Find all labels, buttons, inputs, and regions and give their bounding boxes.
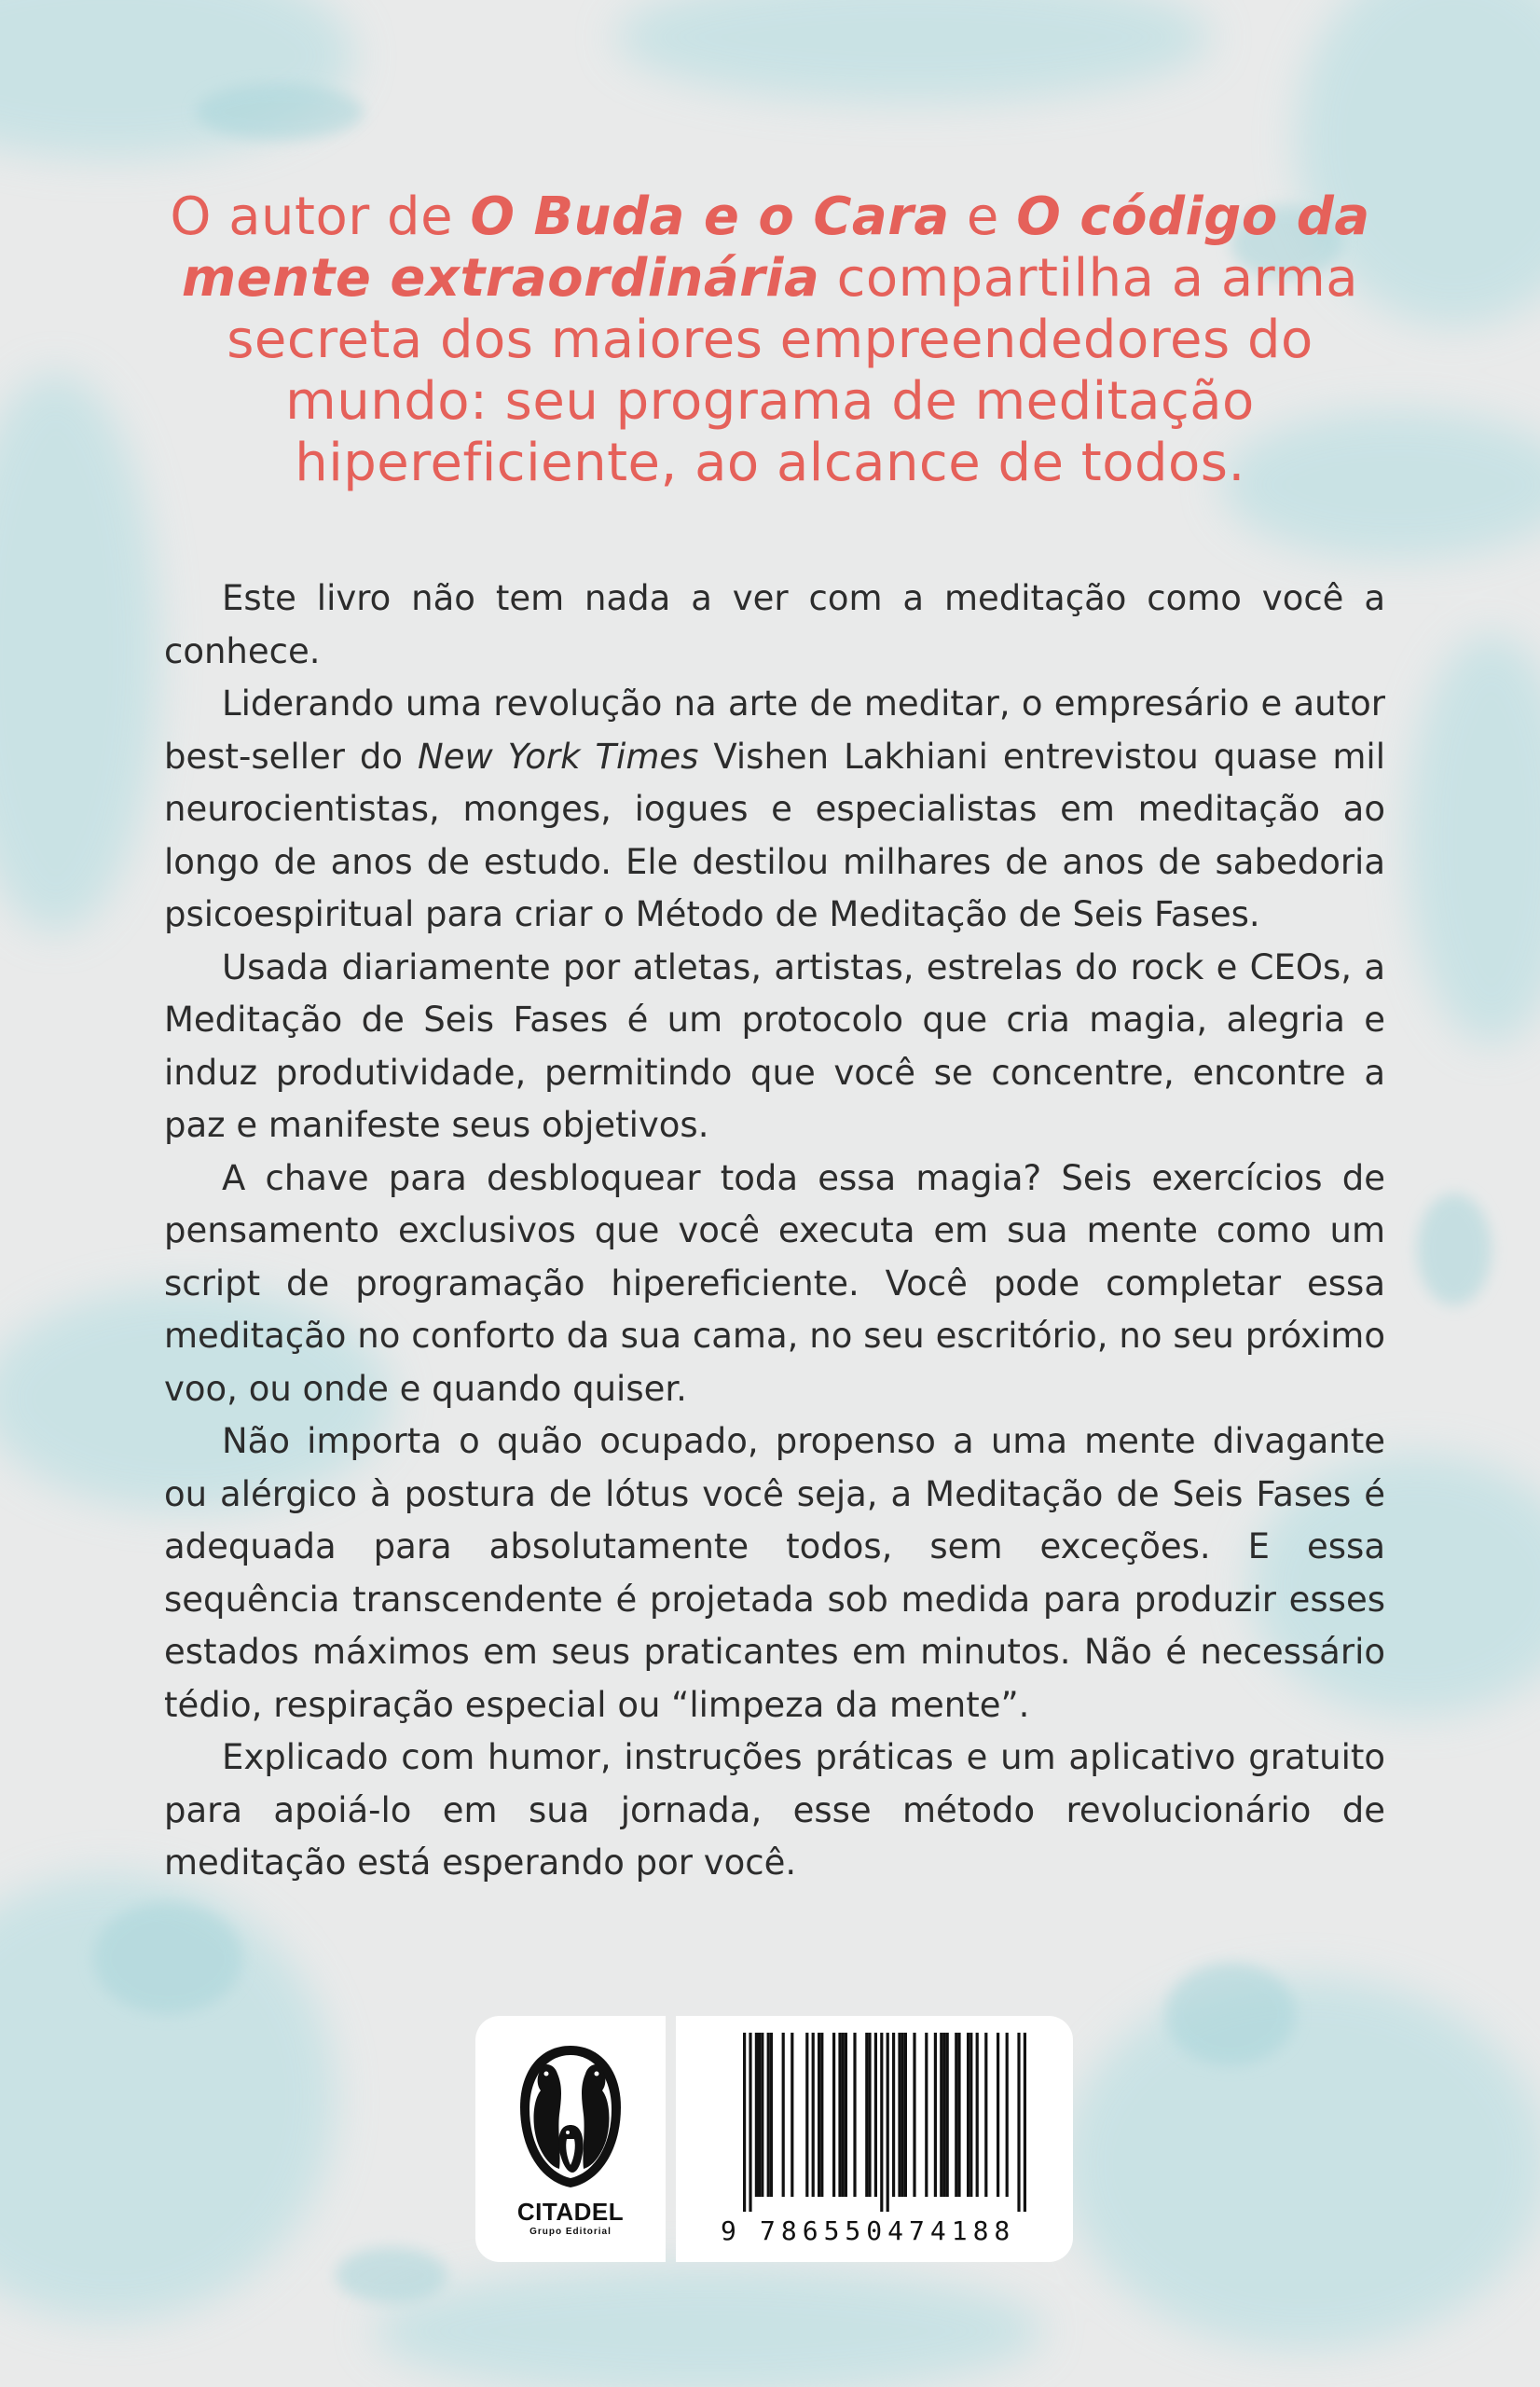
publisher-subtitle: Grupo Editorial: [529, 2227, 612, 2237]
penguin-logo-icon: [515, 2042, 626, 2191]
barcode-bar: [984, 2033, 987, 2197]
barcode-bar: [997, 2033, 999, 2197]
barcode-bar: [934, 2033, 937, 2197]
publisher-name: CITADEL: [516, 2198, 625, 2226]
barcode-bar: [887, 2033, 889, 2212]
synopsis-paragraph-5: Não importa o quão ocupado, propenso a uma mente divagante ou alérgico à postura de lótus você seja, a Meditação de Seis Fases é adequada para absolutamente todos, sem exceções. E essa sequência transcendente é projetada sob medida para produzir esses estados máximos em seus praticantes em minutos. Não é necessário tédio, respiração especial ou “limpeza da mente”.: [164, 1421, 1385, 1725]
barcode-bar: [913, 2033, 915, 2197]
barcode-bar: [955, 2033, 957, 2197]
barcode-bar: [976, 2033, 979, 2197]
barcode-bar: [967, 2033, 969, 2197]
isbn-remaining-digits: 786550474188: [760, 2215, 1016, 2246]
barcode-bar: [942, 2033, 945, 2197]
isbn-first-digit: 9: [721, 2215, 736, 2246]
barcode-bar: [845, 2033, 847, 2197]
barcode-bar: [842, 2033, 845, 2197]
synopsis-paragraph-1: Este livro não tem nada a ver com a meditação como você a conhece.: [164, 578, 1385, 671]
synopsis-paragraph-2: [164, 678, 1385, 942]
barcode-bar: [868, 2033, 871, 2197]
barcode-bar: [758, 2033, 761, 2197]
tagline-text-1: O autor de: [170, 186, 471, 247]
barcode-bar: [791, 2033, 793, 2197]
barcode-panel: [676, 2016, 1073, 2262]
barcode-bar: [1024, 2033, 1026, 2212]
barcode-bar: [904, 2033, 907, 2197]
barcode-bar: [901, 2033, 904, 2197]
barcode-bar: [957, 2033, 960, 2197]
paragraph-2-text-before: Liderando uma revolução na arte de meditar, o empresário e autor best-seller do: [164, 683, 1385, 777]
barcode-bar: [898, 2033, 901, 2197]
barcode-bar: [805, 2033, 808, 2197]
tagline-book-title-1: O Buda e o Cara: [470, 186, 950, 247]
barcode-bar: [880, 2033, 883, 2212]
synopsis-paragraph-3: Usada diariamente por atletas, artistas, estrelas do rock e CEOs, a Meditação de Seis Fases é um protocolo que cria magia, alegria e induz produtividade, permitindo que você se concentre, encontre a paz e manifeste seus objetivos.: [164, 946, 1385, 1145]
barcode-bar: [749, 2033, 751, 2212]
barcode-bar: [818, 2033, 820, 2197]
barcode-bar: [865, 2033, 868, 2197]
barcode-bar: [892, 2033, 895, 2197]
barcode-bar: [946, 2033, 949, 2197]
synopsis-paragraph-6: Explicado com humor, instruções práticas e um aplicativo gratuito para apoiá-lo em sua jornada, esse método revolucionário de meditação está esperando por você.: [164, 1737, 1385, 1883]
barcode-bar: [820, 2033, 823, 2197]
tagline: [140, 186, 1400, 494]
barcode-bar: [925, 2033, 928, 2197]
barcode-bar: [770, 2033, 773, 2197]
synopsis-paragraph-4: A chave para desbloquear toda essa magia? Seis exercícios de pensamento exclusivos que você executa em sua mente como um script de programação hipereficiente. Você pode completar essa meditação no conforto da sua cama, no seu escritório, no seu próximo voo, ou onde e quando quiser.: [164, 1157, 1385, 1409]
barcode-bar: [761, 2033, 763, 2197]
barcode-bar: [767, 2033, 770, 2197]
barcode-bar: [782, 2033, 785, 2197]
barcode-bar: [940, 2033, 942, 2197]
barcode-bar: [812, 2033, 815, 2197]
barcode-bar: [969, 2033, 972, 2197]
paragraph-2-text-after: Vishen Lakhiani entrevistou quase mil neurocientistas, monges, iogues e especialistas em meditação ao longo de anos de estudo. Ele destilou milhares de anos de sabedoria psicoespiritual para criar o Método de Meditação de Seis Fases.: [164, 736, 1385, 934]
barcode-bar: [832, 2033, 835, 2197]
barcode-bar: [874, 2033, 877, 2197]
synopsis: [164, 573, 1385, 1890]
isbn-number: [719, 2212, 1036, 2249]
barcode-bar: [853, 2033, 856, 2197]
barcode-bar: [1006, 2033, 1009, 2197]
barcode-bar: [755, 2033, 758, 2197]
tagline-text-3: compartilha a arma secreta dos maiores empreendedores do mundo: seu programa de meditação hipereficiente, ao alcance de todos.: [227, 248, 1359, 493]
barcode-bar: [743, 2033, 746, 2212]
newspaper-title: New York Times: [418, 736, 699, 777]
tagline-text-2: e: [949, 186, 1017, 247]
barcode-bar: [1017, 2033, 1020, 2212]
publisher-logo-panel: [475, 2016, 666, 2262]
isbn-barcode: [719, 2033, 1036, 2212]
tagline-book-title-2: O código da mente extraordinária: [181, 186, 1370, 309]
barcode-bar: [838, 2033, 841, 2197]
